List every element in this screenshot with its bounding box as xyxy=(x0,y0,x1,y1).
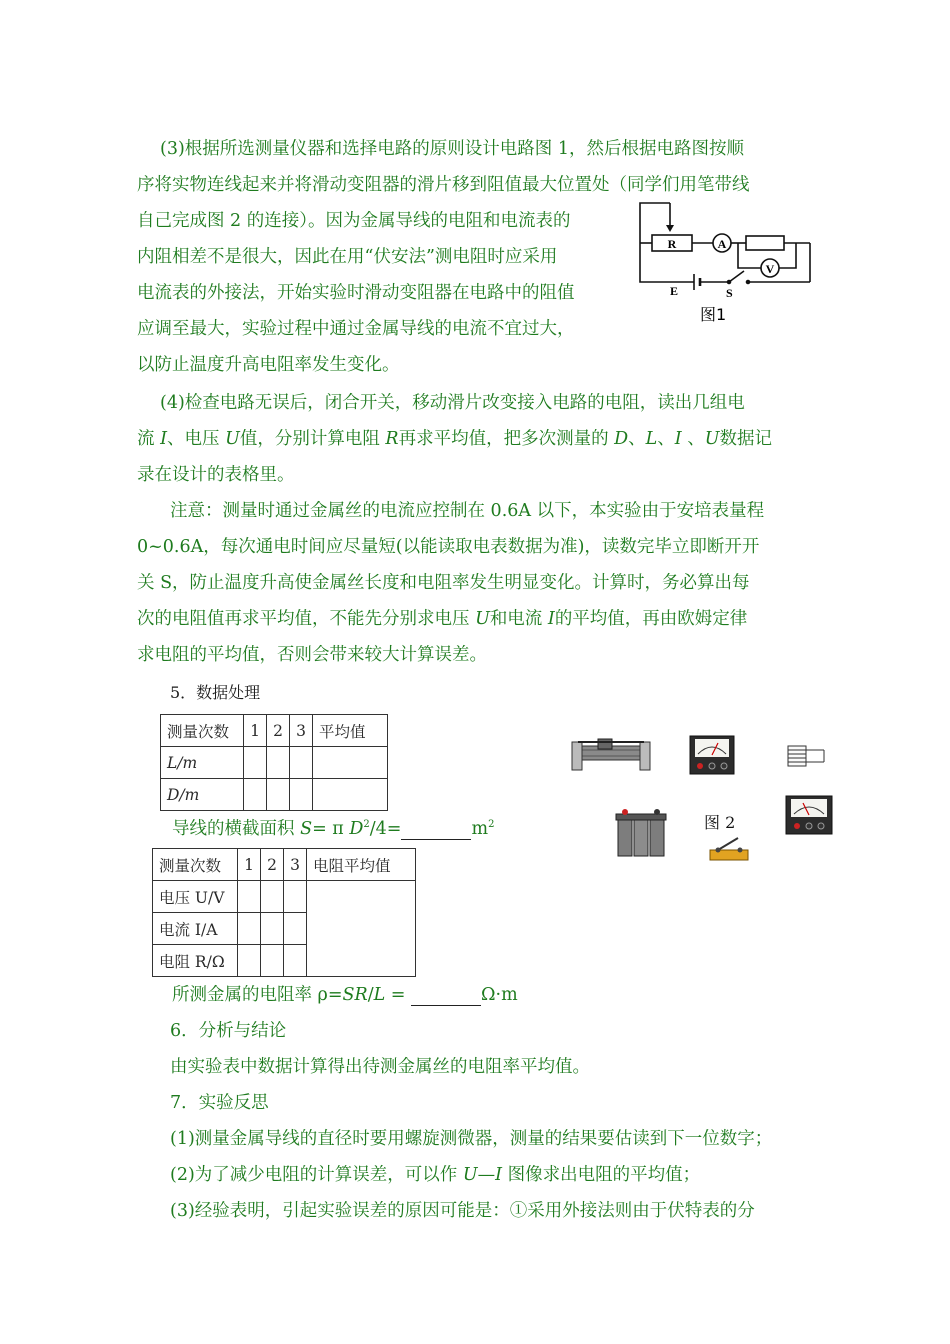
section4-line3: 录在设计的表格里。 xyxy=(137,465,295,485)
table2-cell xyxy=(238,881,261,913)
section5-title: 5．数据处理 xyxy=(170,683,261,702)
table1-header-0: 测量次数 xyxy=(161,715,244,747)
section7-line2: (2)为了减少电阻的计算误差，可以作 U—I 图像求出电阻的平均值； xyxy=(170,1165,701,1185)
label-R: R xyxy=(667,237,677,251)
ammeter-image xyxy=(688,732,738,778)
table1-row2-label: D/m xyxy=(161,779,244,811)
section7-line1: (1)测量金属导线的直径时要用螺旋测微器，测量的结果要估读到下一位数字； xyxy=(170,1129,773,1149)
figure1-caption: 图1 xyxy=(700,305,727,324)
table2-header-2: 2 xyxy=(261,849,284,881)
section3-line6: 应调至最大，实验过程中通过金属导线的电流不宜过大， xyxy=(137,319,575,339)
section3-line5: 电流表的外接法，开始实验时滑动变阻器在电路中的阻值 xyxy=(137,283,575,303)
rheostat-image xyxy=(568,736,654,776)
cross-section-area-formula: 导线的横截面积 S= π $D^2/4= m^2$ xyxy=(172,819,495,839)
metal-wire-image xyxy=(784,744,826,768)
resistivity-answer-blank[interactable] xyxy=(411,989,481,1006)
figure2-caption: 图 2 xyxy=(704,813,736,832)
circuit-diagram-figure1 xyxy=(630,198,820,328)
note-line1: 注意：测量时通过金属丝的电流应控制在 0.6A 以下，本实验由于安培表量程 xyxy=(170,501,765,521)
switch-image xyxy=(706,834,752,864)
table2-row1-label: 电压 U/V xyxy=(153,881,238,913)
table2-cell xyxy=(238,945,261,977)
table1-cell xyxy=(267,747,290,779)
label-A: A xyxy=(717,237,727,251)
table2-cell xyxy=(284,881,307,913)
section3-line1: (3)根据所选测量仪器和选择电路的原则设计电路图 1，然后根据电路图按顺 xyxy=(160,139,744,159)
table2-header-0: 测量次数 xyxy=(153,849,238,881)
note-line3: 关 S，防止温度升高使金属丝长度和电阻率发生明显变化。计算时，务必算出每 xyxy=(137,573,750,593)
table1-cell xyxy=(290,779,313,811)
table2-header-3: 3 xyxy=(284,849,307,881)
note-line5: 求电阻的平均值，否则会带来较大计算误差。 xyxy=(137,645,487,665)
measurement-table-length-diameter xyxy=(160,714,388,811)
table2-cell xyxy=(261,881,284,913)
table2-row2-label: 电流 I/A xyxy=(153,913,238,945)
table1-cell xyxy=(313,747,388,779)
label-E: E xyxy=(670,284,679,298)
measurement-table-voltage-current xyxy=(152,848,416,977)
section3-line2: 序将实物连线起来并将滑动变阻器的滑片移到阻值最大位置处（同学们用笔带线 xyxy=(137,175,750,195)
resistivity-formula: 所测金属的电阻率 ρ=SR/L = Ω·m xyxy=(172,985,518,1005)
section3-line7: 以防止温度升高电阻率发生变化。 xyxy=(137,355,400,375)
note-line2: 0~0.6A，每次通电时间应尽量短(以能读取电表数据为准)，读数完毕立即断开开 xyxy=(137,537,760,557)
table2-cell xyxy=(284,913,307,945)
table2-cell xyxy=(238,913,261,945)
table2-row3-label: 电阻 R/Ω xyxy=(153,945,238,977)
section3-line4: 内阻相差不是很大，因此在用“伏安法”测电阻时应采用 xyxy=(137,247,558,267)
table1-cell xyxy=(244,779,267,811)
table1-header-3: 3 xyxy=(290,715,313,747)
table2-cell xyxy=(284,945,307,977)
section4-line2: 流 I、电压 U值，分别计算电阻 R再求平均值，把多次测量的 D、L、I 、U数据记 xyxy=(137,429,773,449)
table1-cell xyxy=(267,779,290,811)
area-answer-blank[interactable] xyxy=(401,823,471,840)
section7-line3: (3)经验表明，引起实验误差的原因可能是：①采用外接法则由于伏特表的分 xyxy=(170,1201,755,1221)
battery-pack-image xyxy=(614,806,670,860)
label-S: S xyxy=(726,286,733,300)
table2-header-4: 电阻平均值 xyxy=(307,849,416,881)
section7-title: 7．实验反思 xyxy=(170,1093,269,1113)
label-V: V xyxy=(765,262,775,276)
table1-row1-label: L/m xyxy=(161,747,244,779)
table1-cell xyxy=(313,779,388,811)
table2-average-cell xyxy=(307,881,416,977)
note-line4: 次的电阻值再求平均值，不能先分别求电压 U和电流 I的平均值，再由欧姆定律 xyxy=(137,609,748,629)
voltmeter-image xyxy=(784,792,836,838)
table1-header-1: 1 xyxy=(244,715,267,747)
section6-title: 6．分析与结论 xyxy=(170,1021,287,1041)
table2-header-1: 1 xyxy=(238,849,261,881)
section6-body: 由实验表中数据计算得出待测金属丝的电阻率平均值。 xyxy=(170,1057,590,1077)
table1-header-4: 平均值 xyxy=(313,715,388,747)
table2-cell xyxy=(261,913,284,945)
section4-line1: (4)检查电路无误后，闭合开关，移动滑片改变接入电路的电阻，读出几组电 xyxy=(160,393,745,413)
section3-line3: 自己完成图 2 的连接）。因为金属导线的电阻和电流表的 xyxy=(137,211,571,231)
table1-header-2: 2 xyxy=(267,715,290,747)
table2-cell xyxy=(261,945,284,977)
table1-cell xyxy=(244,747,267,779)
table1-cell xyxy=(290,747,313,779)
